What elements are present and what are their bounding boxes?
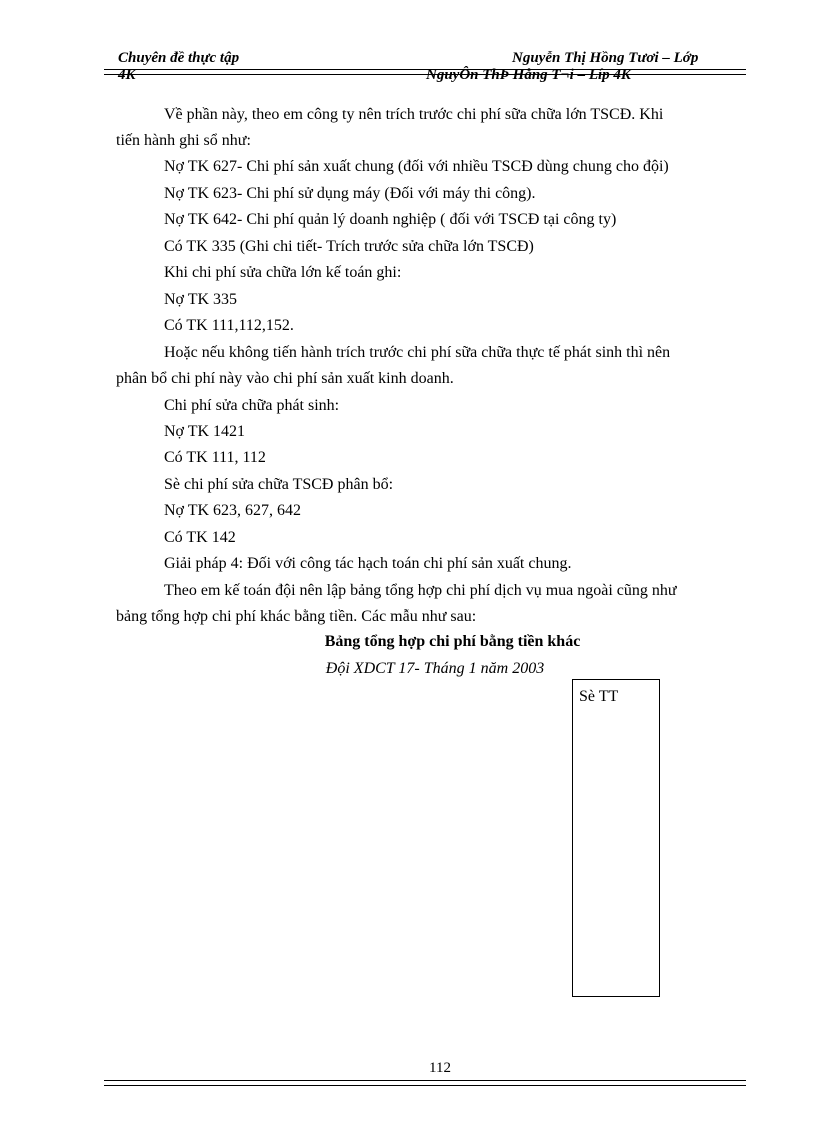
page-number: 112: [429, 1060, 451, 1076]
table-header-stt: Sè TT: [579, 688, 619, 705]
header-rule: [104, 69, 746, 75]
solution-heading: Giải pháp 4: Đối với công tác hạch toán chi phí sản xuất chung.: [164, 555, 572, 572]
entry-line: Khi chi phí sửa chữa lớn kế toán ghi:: [164, 264, 402, 281]
paragraph-3-line-2: bảng tổng hợp chi phí khác bằng tiền. Các mẫu như sau:: [116, 608, 477, 625]
entry-line: Nợ TK 642- Chi phí quản lý doanh nghiệp ( đối với TSCĐ tại công ty): [164, 211, 617, 228]
entry-line: Có TK 111,112,152.: [164, 317, 294, 334]
entry-line: Sè chi phí sửa chữa TSCĐ phân bổ:: [164, 476, 394, 493]
entry-line: Nợ TK 1421: [164, 423, 246, 440]
table-subtitle: Đội XDCT 17- Tháng 1 năm 2003: [325, 660, 545, 677]
header-right-author: Nguyễn Thị Hồng Tươi – Lớp: [512, 50, 699, 66]
paragraph-3-line-1: Theo em kế toán đội nên lập bảng tổng hợp chi phí dịch vụ mua ngoài cũng như: [164, 582, 677, 599]
entry-line: Có TK 111, 112: [164, 449, 266, 466]
paragraph-1-line-2: tiến hành ghi sổ như:: [116, 132, 251, 149]
header-left-wrap: 4K: [118, 67, 136, 83]
paragraph-2-line-2: phân bổ chi phí này vào chi phí sản xuất kinh doanh.: [116, 370, 454, 387]
paragraph-1-line-1: Về phần này, theo em công ty nên trích trước chi phí sữa chữa lớn TSCĐ. Khi: [164, 106, 664, 123]
entry-line: Nợ TK 627- Chi phí sản xuất chung (đối với nhiều TSCĐ dùng chung cho đội): [164, 158, 669, 175]
table-column-stt: [572, 679, 660, 997]
table-title: Bảng tổng hợp chi phí bằng tiền khác: [324, 633, 581, 650]
entry-line: Có TK 142: [164, 529, 236, 546]
paragraph-2-line-1: Hoặc nếu không tiến hành trích trước chi phí sữa chữa thực tế phát sinh thì nên: [164, 344, 671, 361]
header-left-title: Chuyên đề thực tập: [118, 50, 240, 66]
entry-line: Có TK 335 (Ghi chi tiết- Trích trước sửa chữa lớn TSCĐ): [164, 238, 534, 255]
header-garbled-text: NguyÔn ThÞ Hång T¬i – Líp 4K: [426, 67, 631, 83]
entry-line: Nợ TK 623, 627, 642: [164, 502, 302, 519]
entry-line: Nợ TK 335: [164, 291, 238, 308]
entry-line: Chi phí sửa chữa phát sinh:: [164, 397, 340, 414]
entry-line: Nợ TK 623- Chi phí sử dụng máy (Đối với máy thi công).: [164, 185, 536, 202]
footer-rule: [104, 1080, 746, 1086]
